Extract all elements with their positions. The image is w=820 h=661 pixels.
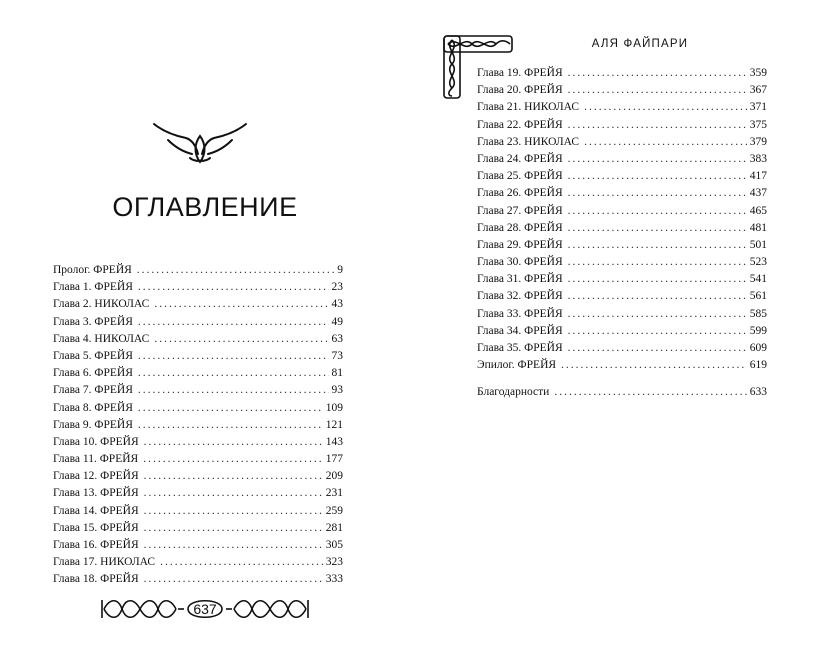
entry-title: Глава 12. ФРЕЙЯ [53,470,139,483]
right-page [410,0,820,661]
entry-title: Глава 1. ФРЕЙЯ [53,281,133,294]
toc-entry[interactable] [53,296,343,313]
entry-page: 333 [325,573,343,586]
entry-title: Глава 35. ФРЕЙЯ [477,342,563,354]
dot-leader [138,400,323,417]
entry-title: Эпилог. ФРЕЙЯ [477,359,557,372]
entry-title: Глава 28. ФРЕЙЯ [477,221,563,234]
dot-leader [568,254,747,271]
dot-leader [144,571,323,588]
dot-leader [144,537,323,554]
entry-title: Глава 7. ФРЕЙЯ [53,384,133,397]
toc-entry[interactable] [477,340,767,357]
entry-page: 23 [331,281,343,294]
toc-entry[interactable] [477,323,767,340]
entry-page: 81 [331,367,343,380]
entry-title: Глава 13. ФРЕЙЯ [53,487,139,500]
entry-title: Глава 8. ФРЕЙЯ [53,401,133,414]
entry-page: 561 [749,290,767,303]
entry-title: Глава 9. ФРЕЙЯ [53,418,133,431]
entry-page: 541 [749,273,767,286]
entry-page: 121 [325,418,343,431]
entry-title: Глава 34. ФРЕЙЯ [477,324,563,337]
dot-leader [554,384,746,401]
entry-page: 465 [749,204,767,217]
entry-page: 619 [749,359,767,372]
toc-entry[interactable] [477,117,767,134]
entry-page: 49 [331,315,343,328]
dot-leader [138,279,329,296]
entry-page: 367 [749,84,767,97]
toc-entry[interactable] [477,134,767,151]
toc-entry[interactable] [53,279,343,296]
entry-title: Глава 32. ФРЕЙЯ [477,290,563,303]
entry-page: 609 [749,342,767,354]
dot-leader [568,237,747,254]
toc-entry[interactable] [477,288,767,305]
entry-title: Глава 26. ФРЕЙЯ [477,187,563,200]
toc-entry[interactable] [53,485,343,502]
entry-page: 379 [749,135,767,148]
running-head: АЛЯ ФАЙПАРИ [591,38,689,50]
toc-entry[interactable] [477,82,767,99]
entry-page: 371 [749,101,767,114]
toc-entry[interactable] [477,168,767,185]
dot-leader [568,306,747,323]
entry-title: Глава 20. ФРЕЙЯ [477,84,563,97]
entry-page: 305 [325,539,343,551]
entry-title: Глава 3. ФРЕЙЯ [53,315,133,328]
dot-leader [144,468,323,485]
dot-leader [154,331,328,348]
dot-leader [160,554,323,571]
entry-title: Глава 24. ФРЕЙЯ [477,152,563,165]
dot-leader [138,417,323,434]
entry-title: Глава 10. ФРЕЙЯ [53,435,139,448]
entry-page: 209 [325,470,343,483]
toc-entry[interactable] [477,220,767,237]
entry-page: 231 [325,487,343,500]
dot-leader [568,168,747,185]
entry-page: 43 [331,298,343,311]
toc-entry[interactable] [53,417,343,434]
dot-leader [137,262,334,279]
toc-entry[interactable] [53,434,343,451]
entry-title: Глава 18. ФРЕЙЯ [53,573,139,586]
entry-page: 437 [749,187,767,200]
dot-leader [144,434,323,451]
toc-entry[interactable] [53,382,343,399]
dot-leader [568,65,747,82]
entry-page: 177 [325,453,343,466]
ornament-flourish-icon [150,118,250,168]
toc-entry[interactable] [477,151,767,168]
entry-page: 281 [325,521,343,534]
dot-leader [568,323,747,340]
entry-title: Благодарности [477,386,550,399]
entry-title: Глава 27. ФРЕЙЯ [477,204,563,217]
entry-title: Глава 22. ФРЕЙЯ [477,118,563,131]
toc-entry[interactable] [53,262,343,279]
toc-entry[interactable] [53,451,343,468]
entry-title: Глава 4. НИКОЛАС [53,332,150,345]
toc-entry[interactable] [477,254,767,271]
entry-title: Пролог. ФРЕЙЯ [53,264,132,276]
toc-entry[interactable] [53,571,343,588]
toc-entry[interactable] [53,400,343,417]
entry-page: 599 [749,324,767,337]
entry-title: Глава 30. ФРЕЙЯ [477,256,563,269]
entry-page: 417 [749,170,767,183]
entry-title: Глава 16. ФРЕЙЯ [53,539,139,551]
dot-leader [568,151,747,168]
entry-page: 633 [749,386,767,399]
dot-leader [138,365,329,382]
toc-entry[interactable] [53,554,343,571]
entry-title: Глава 14. ФРЕЙЯ [53,504,139,517]
dot-leader [584,99,747,116]
dot-leader [568,203,747,220]
toc-entry[interactable] [53,468,343,485]
dot-leader [568,220,747,237]
entry-page: 585 [749,307,767,320]
entry-page: 143 [325,435,343,448]
dot-leader [568,340,747,357]
toc-entry[interactable] [477,384,767,401]
entry-title: Глава 29. ФРЕЙЯ [477,238,563,251]
entry-title: Глава 6. ФРЕЙЯ [53,367,133,380]
entry-page: 9 [337,264,343,276]
entry-title: Глава 21. НИКОЛАС [477,101,580,114]
toc-entry[interactable] [53,537,343,554]
dot-leader [138,382,329,399]
toc-entry[interactable] [53,520,343,537]
entry-page: 501 [749,238,767,251]
entry-title: Глава 15. ФРЕЙЯ [53,521,139,534]
toc-list-left [53,262,343,589]
entry-page: 259 [325,504,343,517]
page-number: 637 [193,601,217,617]
entry-page: 523 [749,256,767,269]
dot-leader [138,314,329,331]
toc-entry[interactable] [477,99,767,116]
entry-title: Глава 31. ФРЕЙЯ [477,273,563,286]
entry-page: 63 [331,332,343,345]
dot-leader [143,451,323,468]
toc-entry[interactable] [53,365,343,382]
entry-title: Глава 33. ФРЕЙЯ [477,307,563,320]
dot-leader [154,296,328,313]
toc-entry[interactable] [477,203,767,220]
entry-title: Глава 23. НИКОЛАС [477,135,580,148]
entry-page: 323 [325,556,343,569]
dot-leader [144,485,323,502]
entry-title: Глава 11. ФРЕЙЯ [53,453,139,466]
toc-entry[interactable] [477,185,767,202]
entry-title: Глава 2. НИКОЛАС [53,298,150,311]
entry-page: 93 [331,384,343,397]
toc-entry[interactable] [53,331,343,348]
toc-entry[interactable] [53,503,343,520]
dot-leader [568,117,747,134]
page-title: ОГЛАВЛЕНИЕ [112,192,298,222]
dot-leader [144,520,323,537]
dot-leader [138,348,329,365]
entry-title: Глава 5. ФРЕЙЯ [53,349,133,362]
entry-page: 383 [749,152,767,165]
toc-entry[interactable] [477,271,767,288]
dot-leader [568,82,747,99]
dot-leader [568,185,747,202]
dot-leader [561,357,747,374]
entry-page: 481 [749,221,767,234]
dot-leader [568,271,747,288]
entry-page: 375 [749,118,767,131]
toc-entry[interactable] [477,357,767,374]
entry-page: 109 [325,401,343,414]
dot-leader [144,503,323,520]
entry-page: 73 [331,349,343,362]
dot-leader [584,134,747,151]
toc-entry[interactable] [477,237,767,254]
toc-entry[interactable] [477,65,767,82]
entry-page: 359 [749,67,767,79]
toc-entry[interactable] [477,306,767,323]
toc-list-right [477,65,767,402]
entry-title: Глава 25. ФРЕЙЯ [477,170,563,183]
toc-entry[interactable] [53,314,343,331]
toc-entry[interactable] [53,348,343,365]
entry-title: Глава 19. ФРЕЙЯ [477,67,563,79]
entry-title: Глава 17. НИКОЛАС [53,556,156,569]
dot-leader [568,288,747,305]
